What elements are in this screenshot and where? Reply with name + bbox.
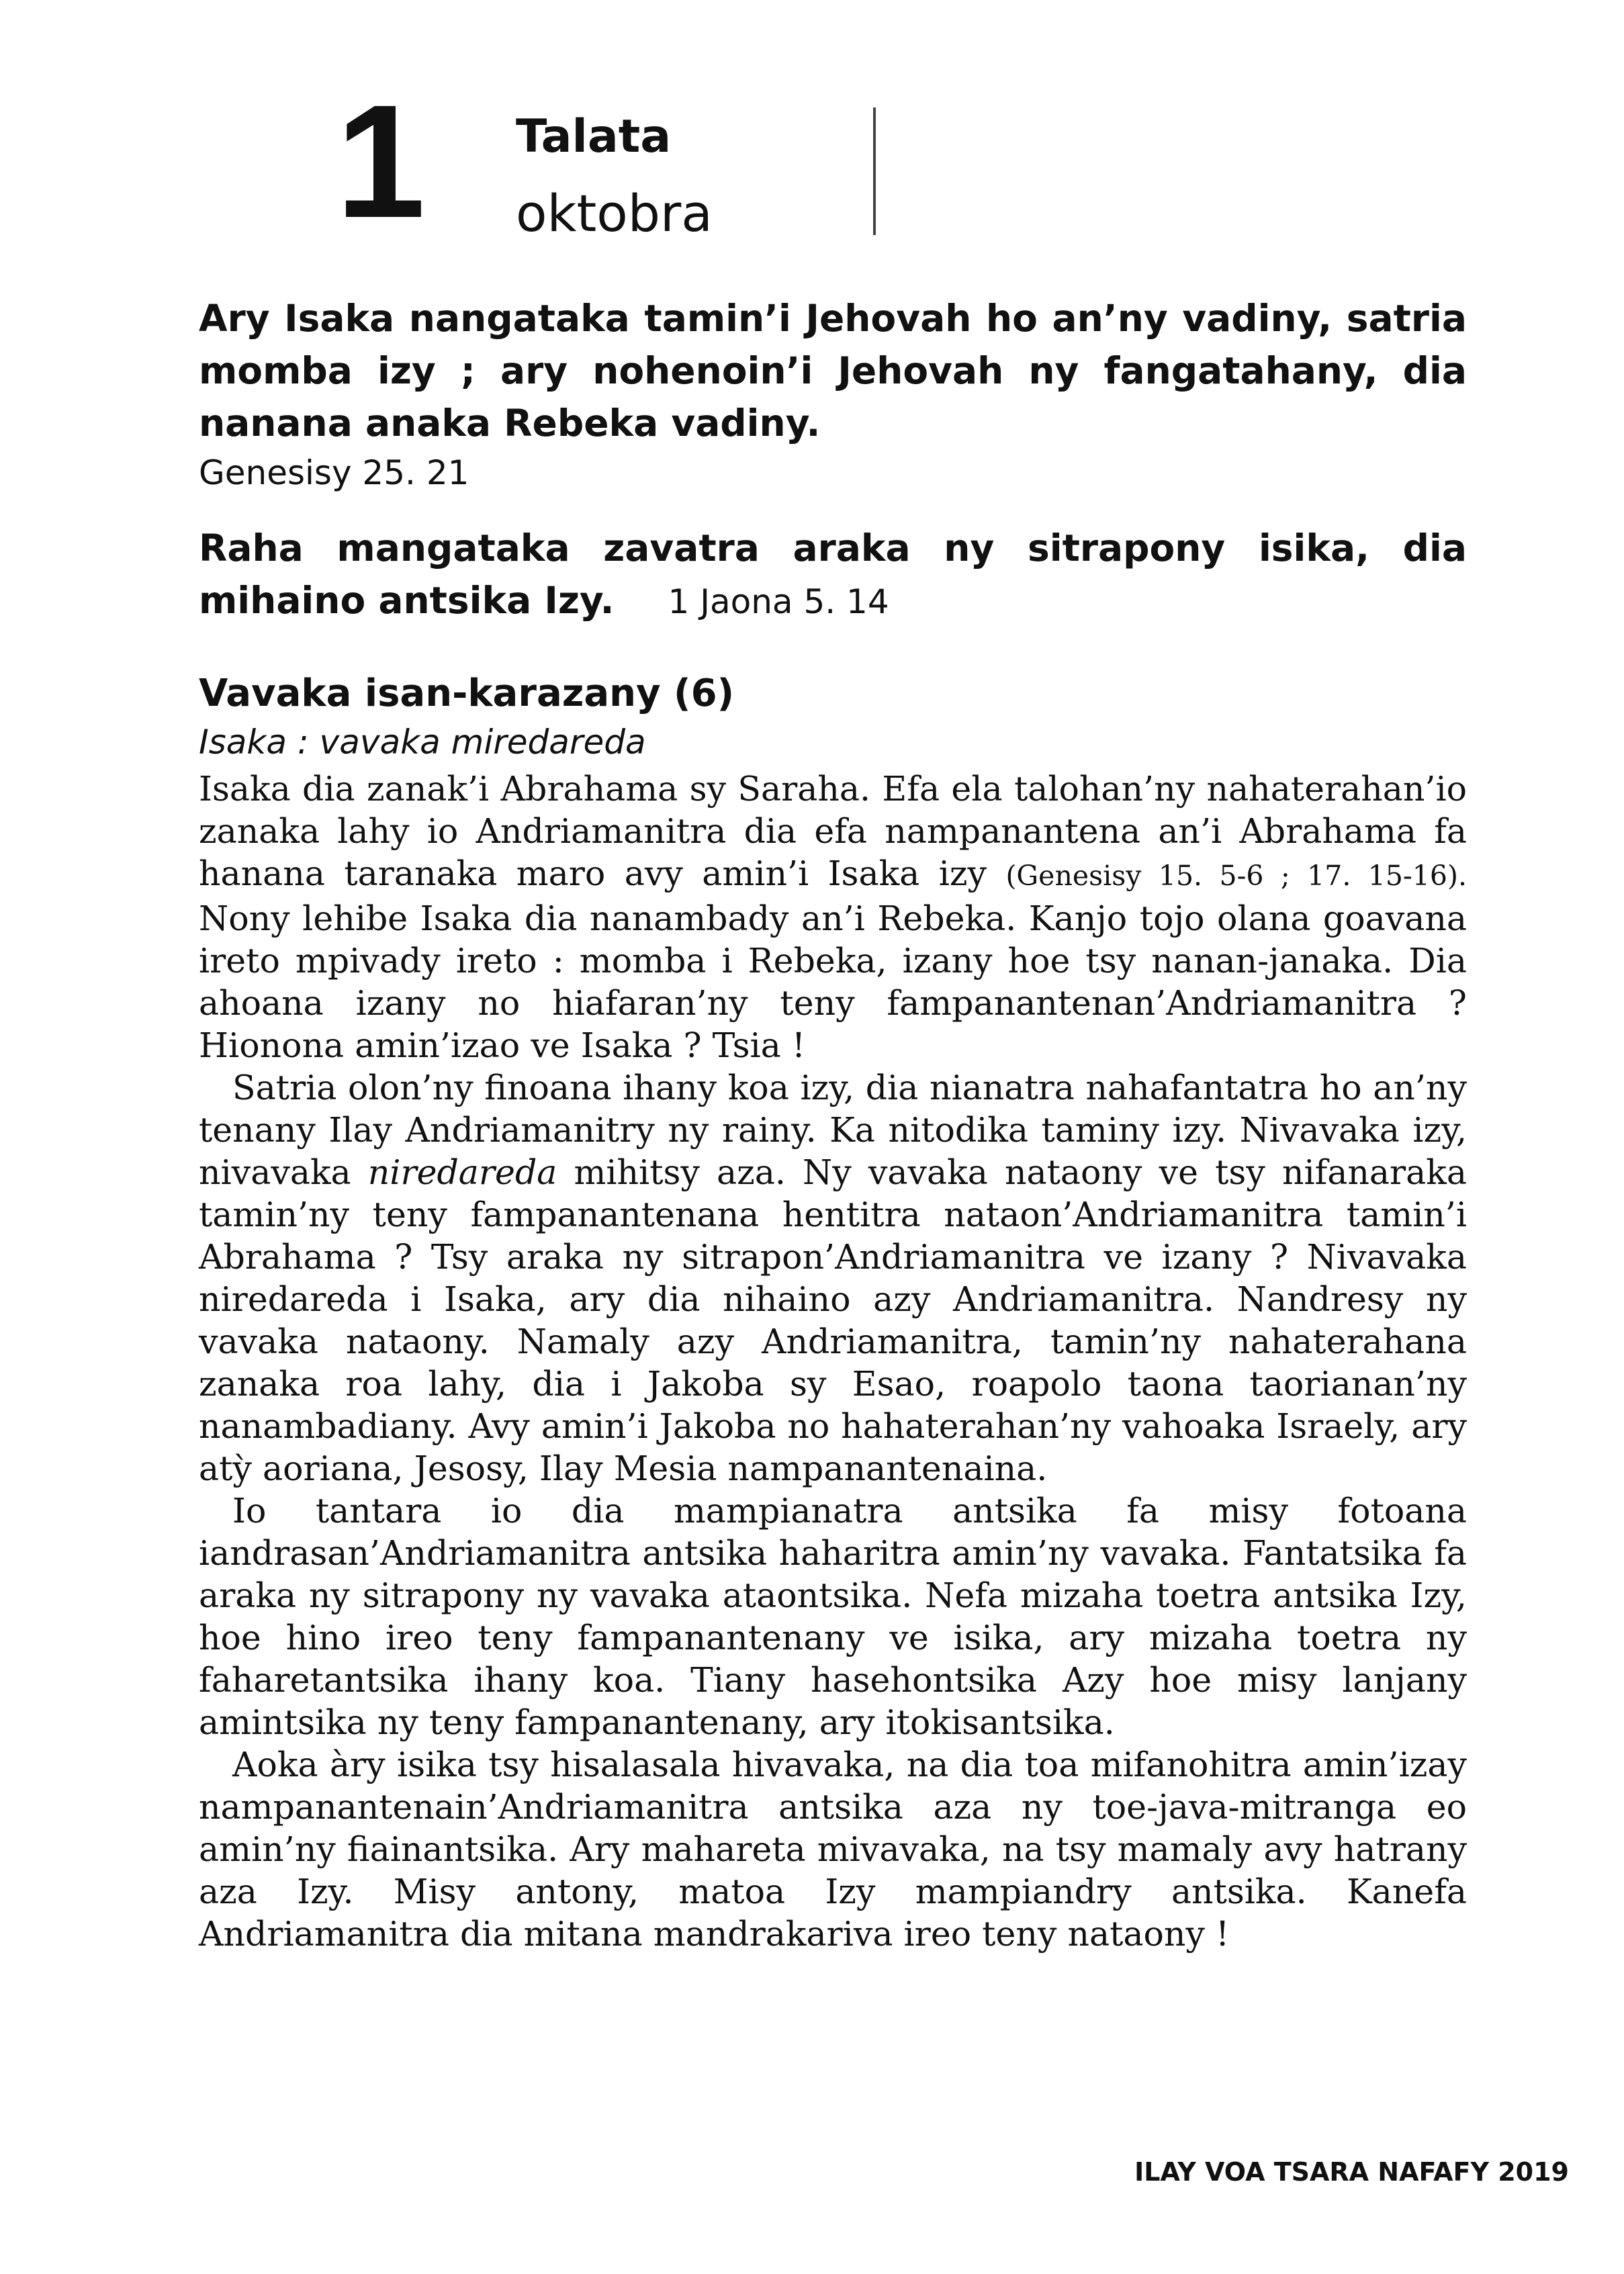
- article-subtitle: Isaka : vavaka miredareda: [199, 723, 646, 762]
- article-paragraph-3: Io tantara io dia mampianatra antsika fa misy fotoana iandrasan’Andriamanitra antsika haharitra amin’ny vavaka. Fantatsika fa araka ny sitrapony ny vavaka ataontsika. Nefa mizaha toetra antsika Izy, hoe hino ireo teny fampanantenany ve isika, ary mizaha toetra ny faharetantsika ihany koa. Tiany hasehontsika Azy hoe misy lanjany amintsika ny teny fampanantenany, ary itokisantsika.: [199, 1491, 1467, 1742]
- paragraph-1-text-b: Nony lehibe Isaka dia nanambady an’i Rebeka. Kanjo tojo olana goavana ireto mpivady ireto : momba i Rebeka, izany hoe tsy nanan-janaka. Dia ahoana izany no hiafaran’ny teny fampanantenan’Andriamanitra ? Hionona amin’izao ve Isaka ? Tsia !: [199, 899, 1467, 1065]
- publication-footer: ILAY VOA TSARA NAFAFY 2019: [1134, 2157, 1569, 2187]
- vertical-divider: [873, 107, 876, 235]
- month: oktobra: [516, 183, 713, 243]
- paragraph-2-emphasis: niredareda: [367, 1152, 557, 1192]
- paragraph-1-reference: (Genesisy 15. 5-6 ; 17. 15-16).: [1005, 860, 1467, 892]
- day-number: 1: [336, 71, 423, 251]
- verse-secondary-text: Raha mangataka zavatra araka ny sitrapony isika, dia mihaino antsika Izy.: [199, 527, 1467, 622]
- article-paragraph-1: [199, 768, 1467, 1066]
- weekday: Talata: [516, 110, 672, 163]
- verse-primary-reference: Genesisy 25. 21: [199, 453, 469, 492]
- paragraph-2-text-b: mihitsy aza. Ny vavaka nataony ve tsy nifanaraka tamin’ny teny fampanantenana hentitra nataon’Andriamanitra tamin’i Abrahama ? Tsy araka ny sitrapon’Andriamanitra ve izany ? Nivavaka niredareda i Isaka, ary dia nihaino azy Andriamanitra. Nandresy ny vavaka nataony. Namaly azy Andriamanitra, tamin’ny nahaterahana zanaka roa lahy, dia i Jakoba sy Esao, roapolo taona taorianan’ny nanambadiany. Avy amin’i Jakoba no hahaterahan’ny vahoaka Israely, ary atỳ aoriana, Jesosy, Ilay Mesia nampanantenaina.: [199, 1152, 1468, 1488]
- verse-secondary: [199, 522, 1467, 628]
- paragraph-2-text-a: Satria olon’ny finoana ihany koa izy, dia nianatra nahafantatra ho an’ny tenany Ilay Andriamanitry ny rainy. Ka nitodika taminy izy. Nivavaka izy, nivavaka: [199, 1068, 1467, 1192]
- verse-secondary-reference: 1 Jaona 5. 14: [668, 582, 889, 621]
- verse-primary-text: Ary Isaka nangataka tamin’i Jehovah ho an’ny vadiny, satria momba izy ; ary nohenoin’i Jehovah ny fangatahany, dia nanana anaka Rebeka vadiny.: [199, 297, 1467, 445]
- article-paragraph-2: [199, 1066, 1467, 1490]
- article-paragraph-4: Aoka àry isika tsy hisalasala hivavaka, na dia toa mifanohitra amin’izay nampanantenain’Andriamanitra antsika aza ny toe-java-mitranga eo amin’ny fiainantsika. Ary mahareta mivavaka, na tsy mamaly avy hatrany aza Izy. Misy antony, matoa Izy mampiandry antsika. Kanefa Andriamanitra dia mitana mandrakariva ireo teny nataony !: [199, 1745, 1467, 1954]
- date-header: [336, 71, 887, 251]
- article-title: Vavaka isan-karazany (6): [199, 672, 735, 715]
- paragraph-1-text-a: Isaka dia zanak’i Abrahama sy Saraha. Efa ela talohan’ny nahaterahan’io zanaka lahy io Andriamanitra dia efa nampanantena an’i Abrahama fa hanana taranaka maro avy amin’i Isaka izy: [199, 769, 1467, 893]
- page-content: [199, 292, 1467, 1955]
- verse-primary: [199, 292, 1467, 449]
